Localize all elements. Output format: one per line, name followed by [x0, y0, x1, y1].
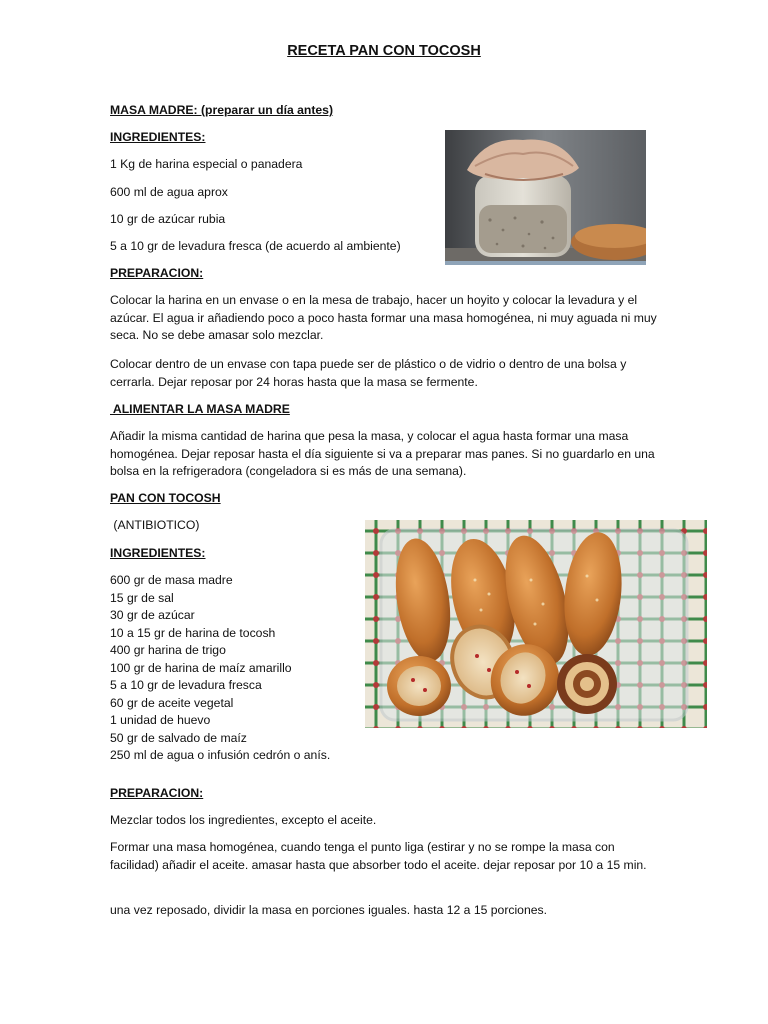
masa-madre-prep-heading: PREPARACION: — [110, 266, 204, 280]
ingredient-item: 600 gr de masa madre — [110, 573, 233, 587]
pan-subheading: (ANTIBIOTICO) — [110, 518, 200, 532]
ingredient-item: 60 gr de aceite vegetal — [110, 695, 234, 710]
pan-ingredients-list — [110, 572, 330, 765]
ingredient-item: 100 gr de harina de maíz amarillo — [110, 660, 292, 675]
alimentar-heading: ALIMENTAR LA MASA MADRE — [110, 402, 290, 416]
ingredient-item: 5 a 10 gr de levadura fresca — [110, 678, 262, 692]
masa-madre-prep-paragraph-2: Colocar dentro de un envase con tapa puede ser de plástico o de vidrio o dentro de una bolsa y cerrarla. Dejar reposar por 24 horas hasta que la masa se fermente. — [110, 357, 627, 389]
ingredient-item: 10 a 15 gr de harina de tocosh — [110, 625, 276, 640]
ingredient-item: 50 gr de salvado de maíz — [110, 730, 247, 745]
pan-prep-heading: PREPARACION: — [110, 786, 204, 800]
ingredient-item: 1 unidad de huevo — [110, 713, 211, 727]
ingredient-item: 250 ml de agua o infusión cedrón o anís. — [110, 748, 331, 762]
pan-prep-paragraph-2: Formar una masa homogénea, cuando tenga el punto liga (estirar y no se rompe la masa con facilidad) añadir el aceite. amasar hasta que absorber todo el aceite. dejar reposar por 10 a 15 min. — [110, 840, 647, 872]
ingredient-item: 5 a 10 gr de levadura fresca (de acuerdo al ambiente) — [110, 239, 401, 253]
ingredient-item: 10 gr de azúcar rubia — [110, 212, 226, 226]
masa-madre-prep-paragraph-1: Colocar la harina en un envase o en la mesa de trabajo, hacer un hoyito y colocar la levadura y el azúcar. El agua ir añadiendo poco a poco hasta formar una masa homogénea, ni muy aguada ni muy seca. No se debe amasar solo mezclar. — [110, 293, 657, 343]
pan-prep-paragraph-3: una vez reposado, dividir la masa en porciones iguales. hasta 12 a 15 porciones. — [110, 903, 547, 917]
ingredient-item: 30 gr de azúcar — [110, 608, 195, 622]
ingredient-item: 15 gr de sal — [110, 590, 174, 605]
sourdough-jar-image — [445, 130, 646, 265]
pan-prep-paragraph-1: Mezclar todos los ingredientes, excepto el aceite. — [110, 813, 377, 827]
page-title: RECETA PAN CON TOCOSH — [287, 43, 481, 59]
ingredient-item: 400 gr harina de trigo — [110, 643, 226, 657]
alimentar-paragraph: Añadir la misma cantidad de harina que pesa la masa, y colocar el agua hasta formar una masa homogénea. Dejar reposar hasta el día siguiente si va a preparar mas panes. Si no guardarlo en una bolsa en la refrigeradora (congeladora si es más de una semana). — [110, 429, 655, 479]
breads-tray-image — [365, 520, 707, 728]
pan-ingredients-heading: INGREDIENTES: — [110, 546, 206, 560]
pan-heading: PAN CON TOCOSH — [110, 491, 221, 505]
masa-madre-ingredients-heading: INGREDIENTES: — [110, 130, 206, 144]
masa-madre-heading: MASA MADRE: (preparar un día antes) — [110, 103, 334, 117]
ingredient-item: 600 ml de agua aprox — [110, 185, 228, 199]
ingredient-item: 1 Kg de harina especial o panadera — [110, 157, 303, 171]
